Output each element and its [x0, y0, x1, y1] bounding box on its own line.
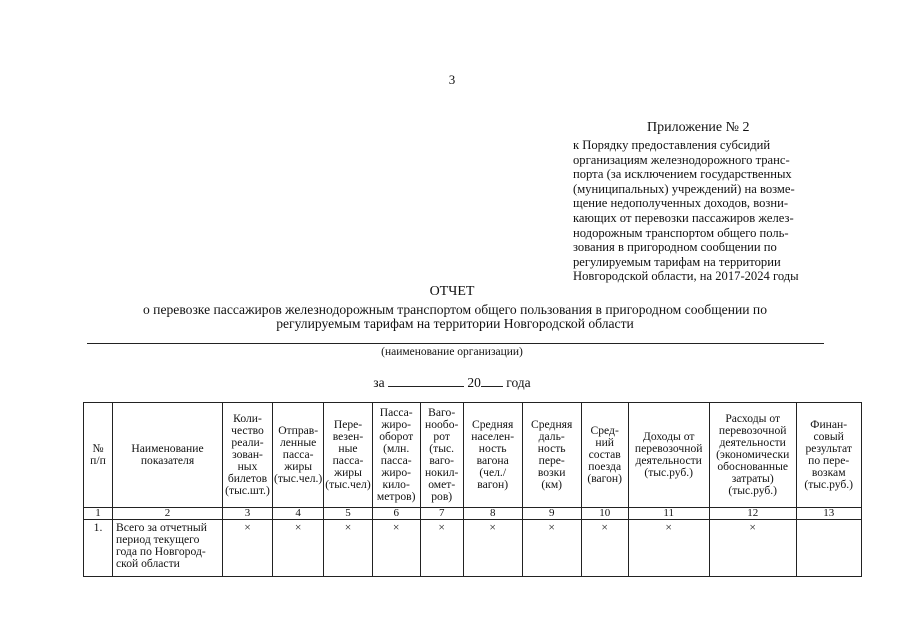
text-line: вагона	[476, 454, 509, 467]
text-line: по пере-	[808, 454, 850, 467]
text-line: №	[92, 442, 104, 455]
text-line: (муниципальных) учреждений) на возме-	[573, 181, 795, 196]
column-number: 12	[709, 508, 796, 520]
column-number: 4	[273, 508, 324, 520]
text-line: везен-	[332, 430, 364, 443]
text-line: жиры	[334, 466, 362, 479]
table-cell: ×	[324, 520, 372, 577]
column-header	[796, 403, 861, 508]
text-line: (тыс.шт.)	[225, 484, 270, 497]
text-line: кающих от перевозки пассажиров желез-	[573, 210, 794, 225]
column-number-row	[84, 508, 862, 520]
text-line: показателя	[140, 454, 195, 467]
text-line: (чел./вагон)	[477, 466, 509, 491]
column-header	[463, 403, 522, 508]
page-number: 3	[448, 72, 456, 87]
text-line: нообо-	[425, 418, 459, 431]
text-line: (тыс.руб.)	[644, 466, 694, 479]
text-line: нокил-	[424, 466, 459, 479]
text-line: ний	[595, 436, 614, 449]
column-number: 2	[113, 508, 223, 520]
text-line: организациям железнодорожного транс-	[573, 152, 790, 167]
table-cell: ×	[709, 520, 796, 577]
text-line: Всего за отчетный	[116, 521, 207, 534]
table-cell: ×	[420, 520, 463, 577]
text-line: Ваго-	[428, 406, 456, 419]
text-line: (тыс.руб.)	[728, 484, 778, 497]
text-line: порта (за исключением государственных	[573, 167, 792, 182]
column-header	[372, 403, 420, 508]
text-line: перевозочной	[718, 424, 787, 437]
column-number: 1	[84, 508, 113, 520]
column-number: 7	[420, 508, 463, 520]
text-line: чество	[231, 424, 264, 437]
text-line: (тыс.чел.)	[274, 472, 323, 485]
text-line: ваго-	[429, 454, 454, 467]
text-line: Пасса-	[379, 406, 413, 419]
table-cell: ×	[372, 520, 420, 577]
text-line: Финан-	[810, 418, 848, 431]
column-header	[273, 403, 324, 508]
column-header	[628, 403, 709, 508]
text-line: Средняя	[472, 418, 514, 431]
table-cell: ×	[273, 520, 324, 577]
text-line: ность	[537, 442, 566, 455]
column-header	[420, 403, 463, 508]
table-cell: ×	[522, 520, 581, 577]
table-cell: ×	[463, 520, 522, 577]
text-line: Наименование	[131, 442, 204, 455]
header-row	[84, 403, 862, 508]
period-suffix: года	[506, 375, 531, 390]
text-line: зован-	[232, 448, 263, 461]
text-line: Коли-	[233, 412, 262, 425]
text-line: реали-	[231, 436, 264, 449]
text-line: Средняя	[531, 418, 573, 431]
text-line: нодорожным транспортом общего поль-	[573, 225, 789, 240]
text-line: билетов	[227, 472, 268, 485]
report-subtitle	[110, 303, 800, 331]
text-line: затраты)	[731, 472, 774, 485]
text-line: результат	[805, 442, 852, 455]
text-line: ленные	[280, 436, 317, 449]
text-line: (млн.	[383, 442, 410, 455]
text-line: (тыс.	[429, 442, 455, 455]
text-line: жиры	[284, 460, 313, 473]
text-line: Расходы от	[725, 412, 781, 425]
column-number: 10	[581, 508, 628, 520]
text-line: о перевозке пассажиров железнодорожным транспортом общего пользования в пригородном сообщении по	[142, 302, 767, 317]
text-line: перевозочной	[634, 442, 703, 455]
text-line: Отправ-	[278, 424, 319, 437]
text-line: (вагон)	[587, 472, 623, 485]
text-line: рот	[433, 430, 450, 443]
text-line: пасса-	[332, 454, 364, 467]
text-line: Пере-	[333, 418, 363, 431]
text-line: метров)	[376, 490, 416, 503]
text-line: (тыс.чел)	[325, 478, 371, 491]
table-cell: ×	[581, 520, 628, 577]
text-line: ных	[237, 460, 258, 473]
period-year-prefix: 20	[467, 375, 481, 390]
column-number: 3	[223, 508, 273, 520]
report-period	[0, 374, 904, 391]
text-line: пере-	[538, 454, 565, 467]
text-line: возки	[537, 466, 566, 479]
column-header	[84, 403, 113, 508]
text-line: ность	[478, 442, 507, 455]
text-line: даль-	[538, 430, 565, 443]
text-line: обоснованные	[717, 460, 789, 473]
column-header	[324, 403, 372, 508]
text-line: оборот	[379, 430, 414, 443]
report-table	[83, 402, 862, 577]
text-line: Сред-	[590, 424, 619, 437]
table-row	[84, 520, 862, 577]
text-line: омет-	[428, 478, 456, 491]
text-line: регулируемым тарифам на территории Новгородской области	[276, 316, 634, 331]
text-line: состав	[588, 448, 621, 461]
column-header	[522, 403, 581, 508]
text-line: кило-	[382, 478, 410, 491]
text-line: года по Новгород-	[116, 545, 206, 558]
column-number: 8	[463, 508, 522, 520]
text-line: совый	[813, 430, 844, 443]
text-line: деятельности	[719, 436, 786, 449]
organization-caption: (наименование организации)	[381, 346, 523, 358]
text-line: поезда	[588, 460, 622, 473]
text-line: ные	[338, 442, 358, 455]
column-number: 9	[522, 508, 581, 520]
row-number: 1.	[84, 520, 113, 577]
text-line: пасса-	[380, 454, 412, 467]
table-cell: ×	[223, 520, 273, 577]
text-line: п/п	[90, 454, 106, 467]
text-line: (экономически	[716, 448, 790, 461]
text-line: ской области	[116, 557, 180, 570]
year-blank	[481, 374, 503, 387]
text-line: возкам	[811, 466, 846, 479]
column-number: 13	[796, 508, 861, 520]
text-line: период текущего	[116, 533, 200, 546]
appendix-title: Приложение № 2	[647, 120, 750, 135]
text-line: (тыс.руб.)	[804, 478, 854, 491]
column-number: 6	[372, 508, 420, 520]
text-line: жиро-	[381, 466, 412, 479]
column-header	[113, 403, 223, 508]
column-number: 5	[324, 508, 372, 520]
text-line: к Порядку предоставления субсидий	[573, 138, 771, 152]
text-line: Доходы от	[642, 430, 695, 443]
period-prefix: за	[373, 375, 385, 390]
row-label	[113, 520, 223, 577]
text-line: жиро-	[381, 418, 412, 431]
table-cell: ×	[628, 520, 709, 577]
column-header	[581, 403, 628, 508]
text-line: щение недополученных доходов, возни-	[573, 196, 789, 211]
text-line: деятельности	[635, 454, 702, 467]
appendix-text	[573, 138, 833, 284]
text-line: регулируемым тарифам на территории	[573, 254, 781, 269]
organization-name-line	[87, 343, 824, 344]
report-title: ОТЧЕТ	[429, 284, 475, 299]
column-header	[709, 403, 796, 508]
text-line: (км)	[541, 478, 563, 491]
text-line: зования в пригородном сообщении по	[573, 240, 777, 255]
text-line: Новгородской области, на 2017-2024 годы	[573, 269, 799, 284]
text-line: населен-	[471, 430, 515, 443]
table-cell	[796, 520, 861, 577]
text-line: ров)	[431, 490, 453, 503]
period-blank	[388, 374, 464, 387]
column-number: 11	[628, 508, 709, 520]
text-line: пасса-	[282, 448, 314, 461]
column-header	[223, 403, 273, 508]
